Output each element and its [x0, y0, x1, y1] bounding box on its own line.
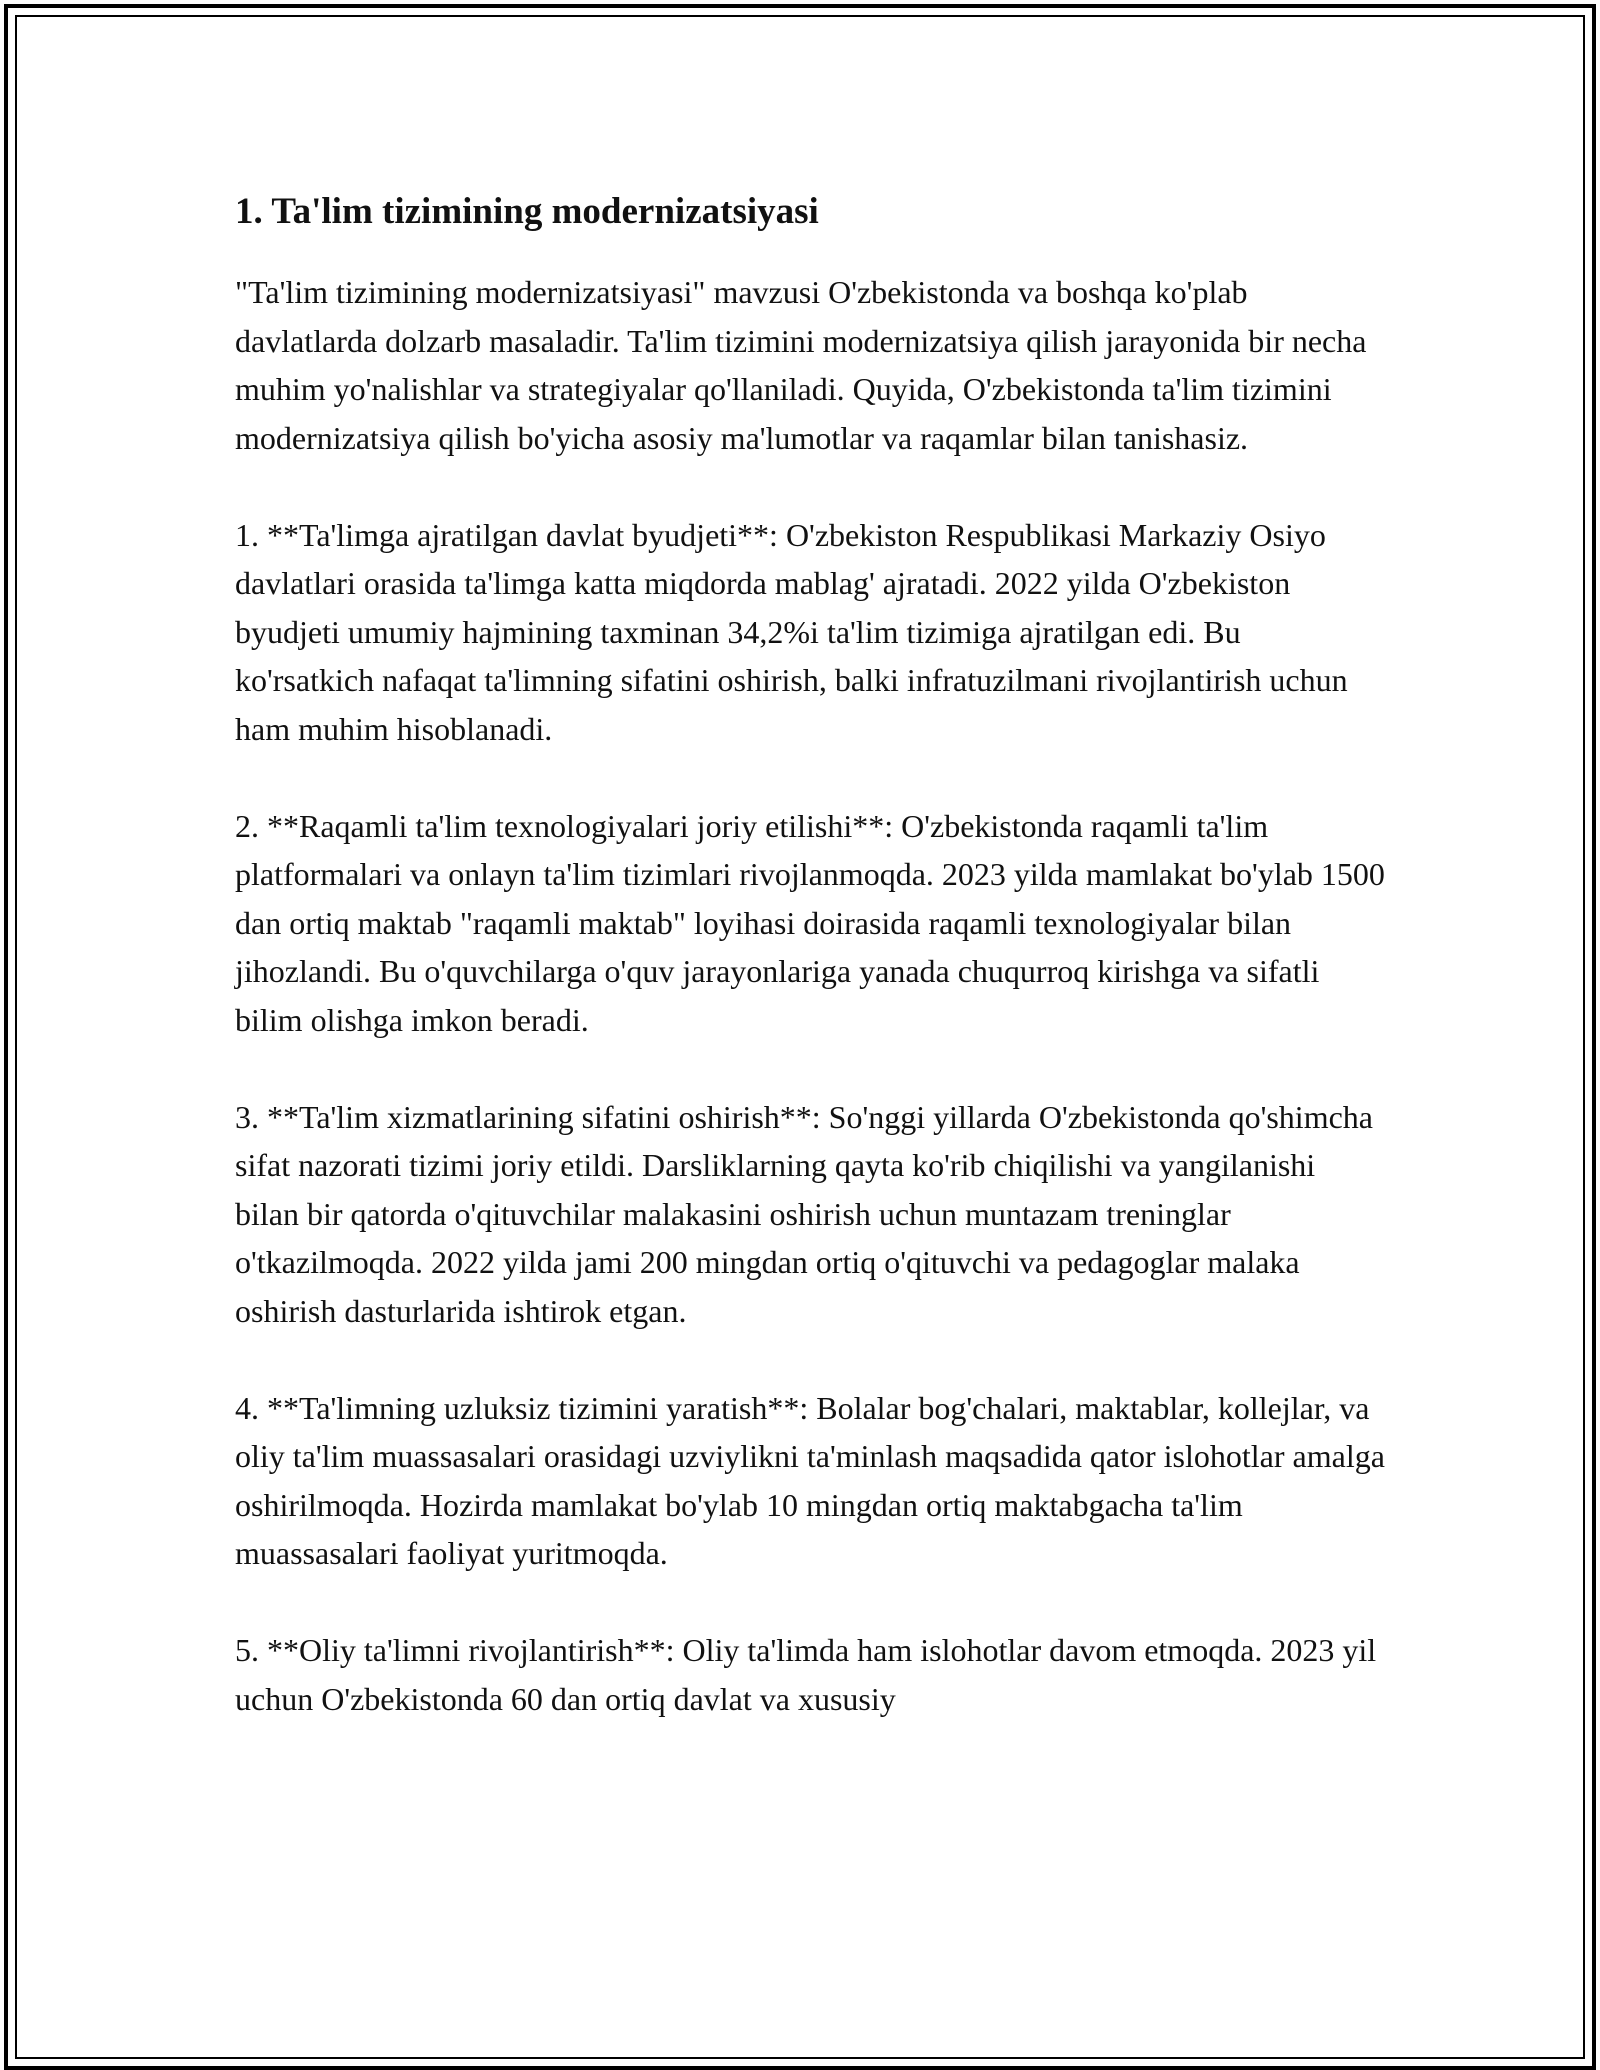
- paragraph-digital: 2. **Raqamli ta'lim texnologiyalari joriy etilishi**: O'zbekistonda raqamli ta'lim platformalari va onlayn ta'lim tizimlari rivojlanmoqda. 2023 yilda mamlakat bo'ylab 1500 dan ortiq maktab "raqamli maktab" loyihasi doirasida raqamli texnologiyalar bilan jihozlandi. Bu o'quvchilarga o'quv jarayonlariga yanada chuqurroq kirishga va sifatli bilim olishga imkon beradi.: [235, 807, 1385, 1038]
- paragraph-continuous: 4. **Ta'limning uzluksiz tizimini yaratish**: Bolalar bog'chalari, maktablar, kollejlar, va oliy ta'lim muassasalari orasidagi uzviylikni ta'minlash maqsadida qator islohotlar amalga oshirilmoqda. Hozirda mamlakat bo'ylab 10 mingdan ortiq maktabgacha ta'lim muassasalari faoliyat yuritmoqda.: [235, 1389, 1385, 1572]
- paragraph-budget: 1. **Ta'limga ajratilgan davlat byudjeti**: O'zbekiston Respublikasi Markaziy Osiyo davlatlari orasida ta'limga katta miqdorda mablag' ajratadi. 2022 yilda O'zbekiston byudjeti umumiy hajmining taxminan 34,2%i ta'lim tizimiga ajratilgan edi. Bu ko'rsatkich nafaqat ta'limning sifatini oshirish, balki infratuzilmani rivojlantirish uchun ham muhim hisoblanadi.: [235, 516, 1348, 747]
- document-body: [235, 188, 1385, 1772]
- paragraph-quality: 3. **Ta'lim xizmatlarining sifatini oshirish**: So'nggi yillarda O'zbekistonda qo'shimcha sifat nazorati tizimi joriy etildi. Darsliklarning qayta ko'rib chiqilishi va yangilanishi bilan bir qatorda o'qituvchilar malakasini oshirish uchun muntazam treninglar o'tkazilmoqda. 2022 yilda jami 200 mingdan ortiq o'qituvchi va pedagoglar malaka oshirish dasturlarida ishtirok etgan.: [235, 1098, 1373, 1329]
- document-title: 1. Ta'lim tizimining modernizatsiyasi: [235, 191, 819, 232]
- intro-paragraph: "Ta'lim tizimining modernizatsiyasi" mavzusi O'zbekistonda va boshqa ko'plab davlatlarda dolzarb masaladir. Ta'lim tizimini modernizatsiya qilish jarayonida bir necha muhim yo'nalishlar va strategiyalar qo'llaniladi. Quyida, O'zbekistonda ta'lim tizimini modernizatsiya qilish bo'yicha asosiy ma'lumotlar va raqamlar bilan tanishasiz.: [235, 274, 1367, 456]
- paragraph-higher-education: 5. **Oliy ta'limni rivojlantirish**: Oliy ta'limda ham islohotlar davom etmoqda. 2023 yil uchun O'zbekistonda 60 dan ortiq davlat va xususiy: [235, 1632, 1377, 1717]
